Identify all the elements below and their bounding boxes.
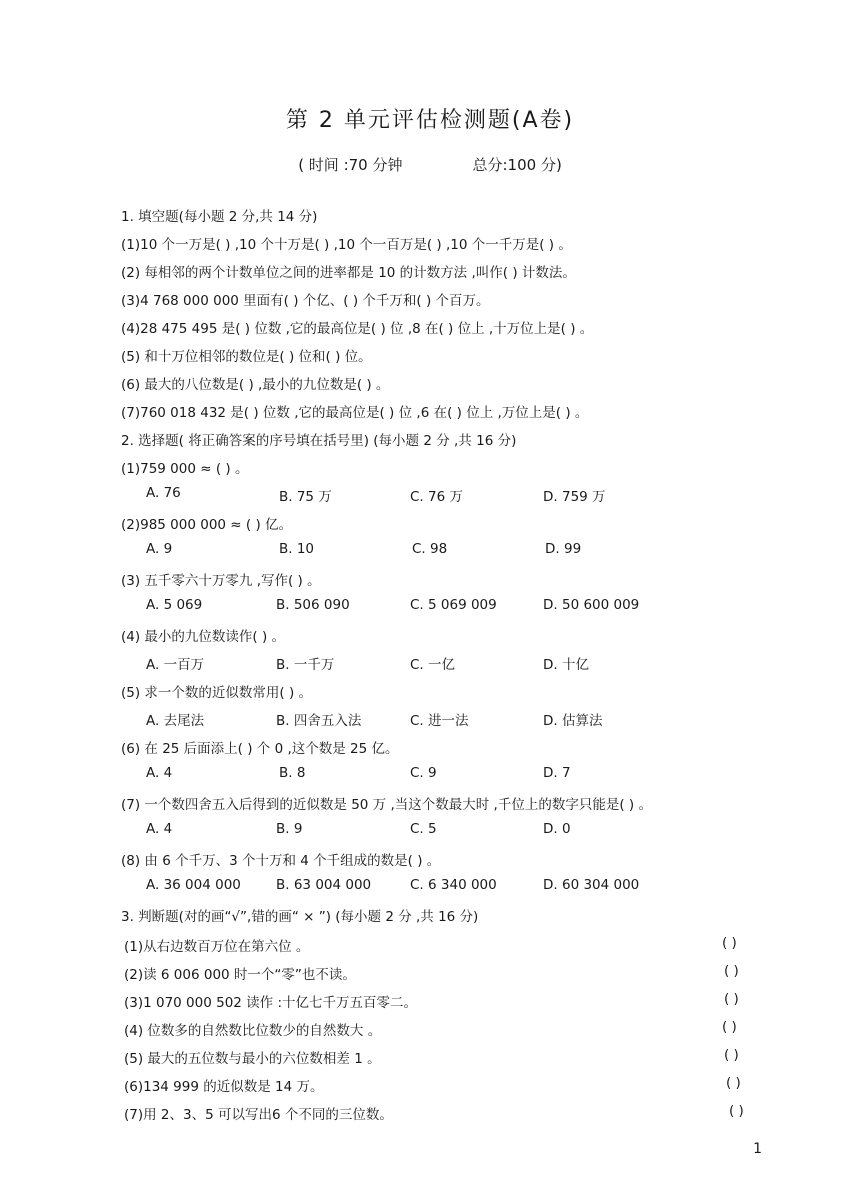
choice-8-option-c: C. 6 340 000 — [410, 877, 497, 893]
judge-item-2: (2)读 6 006 000 时一个“零”也不读。 — [124, 967, 356, 983]
choice-stem-6: (6) 在 25 后面添上( ) 个 0 ,这个数是 25 亿。 — [121, 741, 399, 757]
time-limit: ( 时间 :70 分钟 — [298, 156, 403, 174]
choice-7-option-c: C. 5 — [410, 821, 437, 837]
choice-2-option-d: D. 99 — [545, 541, 582, 557]
choice-2-option-b: B. 10 — [279, 541, 315, 557]
page-subtitle — [0, 154, 860, 175]
judge-answer-blank-7: ( ) — [729, 1103, 744, 1119]
judge-answer-blank-6: ( ) — [726, 1075, 741, 1091]
choice-2-option-a: A. 9 — [146, 541, 173, 557]
choice-6-option-a: A. 4 — [146, 765, 173, 781]
choice-4-option-c: C. 一亿 — [410, 657, 456, 673]
choice-1-option-a: A. 76 — [146, 485, 181, 501]
judge-answer-blank-5: ( ) — [724, 1047, 739, 1063]
choice-8-option-d: D. 60 304 000 — [543, 877, 640, 893]
fill-item-3: (3)4 768 000 000 里面有( ) 个亿、( ) 个千万和( ) 个百万。 — [121, 293, 490, 309]
judge-item-6: (6)134 999 的近似数是 14 万。 — [124, 1079, 324, 1095]
section3-heading: 3. 判断题(对的画“√”,错的画“ × ”) (每小题 2 分 ,共 16 分) — [121, 909, 479, 925]
choice-7-option-d: D. 0 — [543, 821, 571, 837]
fill-item-5: (5) 和十万位相邻的数位是( ) 位和( ) 位。 — [121, 349, 372, 365]
choice-7-option-a: A. 4 — [146, 821, 173, 837]
fill-item-7: (7)760 018 432 是( ) 位数 ,它的最高位是( ) 位 ,6 在( ) 位上 ,万位上是( ) 。 — [121, 405, 589, 421]
judge-answer-blank-1: ( ) — [722, 935, 737, 951]
choice-stem-2: (2)985 000 000 ≈ ( ) 亿。 — [121, 517, 293, 533]
total-score: 总分:100 分) — [472, 156, 562, 174]
choice-7-option-b: B. 9 — [276, 821, 303, 837]
choice-1-option-d: D. 759 万 — [543, 489, 606, 505]
choice-stem-3: (3) 五千零六十万零九 ,写作( ) 。 — [121, 573, 321, 589]
judge-item-4: (4) 位数多的自然数比位数少的自然数大 。 — [124, 1023, 382, 1039]
section1-heading: 1. 填空题(每小题 2 分,共 14 分) — [121, 209, 318, 225]
choice-6-option-c: C. 9 — [410, 765, 437, 781]
choice-5-option-d: D. 估算法 — [543, 713, 603, 729]
choice-stem-1: (1)759 000 ≈ ( ) 。 — [121, 461, 249, 477]
fill-item-4: (4)28 475 495 是( ) 位数 ,它的最高位是( ) 位 ,8 在( ) 位上 ,十万位上是( ) 。 — [121, 321, 594, 337]
choice-3-option-b: B. 506 090 — [276, 597, 350, 613]
choice-stem-5: (5) 求一个数的近似数常用( ) 。 — [121, 685, 313, 701]
judge-item-1: (1)从右边数百万位在第六位 。 — [124, 939, 310, 955]
fill-item-6: (6) 最大的八位数是( ) ,最小的九位数是( ) 。 — [121, 377, 390, 393]
choice-5-option-b: B. 四舍五入法 — [276, 713, 362, 729]
choice-3-option-d: D. 50 600 009 — [543, 597, 640, 613]
choice-8-option-a: A. 36 004 000 — [146, 877, 241, 893]
choice-6-option-b: B. 8 — [279, 765, 306, 781]
choice-3-option-a: A. 5 069 — [146, 597, 203, 613]
choice-1-option-c: C. 76 万 — [410, 489, 463, 505]
page-title: 第 2 单元评估检测题(A卷) — [285, 108, 575, 133]
judge-item-7: (7)用 2、3、5 可以写出6 个不同的三位数。 — [124, 1107, 393, 1123]
choice-4-option-d: D. 十亿 — [543, 657, 589, 673]
choice-stem-8: (8) 由 6 个千万、3 个十万和 4 个千组成的数是( ) 。 — [121, 853, 441, 869]
choice-5-option-a: A. 去尾法 — [146, 713, 205, 729]
section2-heading: 2. 选择题( 将正确答案的序号填在括号里) (每小题 2 分 ,共 16 分) — [121, 433, 517, 449]
page-number: 1 — [753, 1141, 762, 1157]
choice-8-option-b: B. 63 004 000 — [276, 877, 372, 893]
fill-item-2: (2) 每相邻的两个计数单位之间的进率都是 10 的计数方法 ,叫作( ) 计数法。 — [121, 265, 576, 281]
fill-item-1: (1)10 个一万是( ) ,10 个十万是( ) ,10 个一百万是( ) ,10 个一千万是( ) 。 — [121, 237, 572, 253]
choice-3-option-c: C. 5 069 009 — [410, 597, 497, 613]
choice-1-option-b: B. 75 万 — [279, 489, 332, 505]
choice-6-option-d: D. 7 — [543, 765, 571, 781]
judge-item-3: (3)1 070 000 502 读作 :十亿七千万五百零二。 — [124, 995, 418, 1011]
judge-answer-blank-3: ( ) — [724, 991, 739, 1007]
judge-answer-blank-4: ( ) — [722, 1019, 737, 1035]
choice-5-option-c: C. 进一法 — [410, 713, 469, 729]
choice-stem-4: (4) 最小的九位数读作( ) 。 — [121, 629, 286, 645]
choice-stem-7: (7) 一个数四舍五入后得到的近似数是 50 万 ,当这个数最大时 ,千位上的数字只能是( ) 。 — [121, 797, 652, 813]
judge-answer-blank-2: ( ) — [724, 963, 739, 979]
choice-4-option-b: B. 一千万 — [276, 657, 335, 673]
choice-2-option-c: C. 98 — [412, 541, 448, 557]
choice-4-option-a: A. 一百万 — [146, 657, 205, 673]
judge-item-5: (5) 最大的五位数与最小的六位数相差 1 。 — [124, 1051, 381, 1067]
